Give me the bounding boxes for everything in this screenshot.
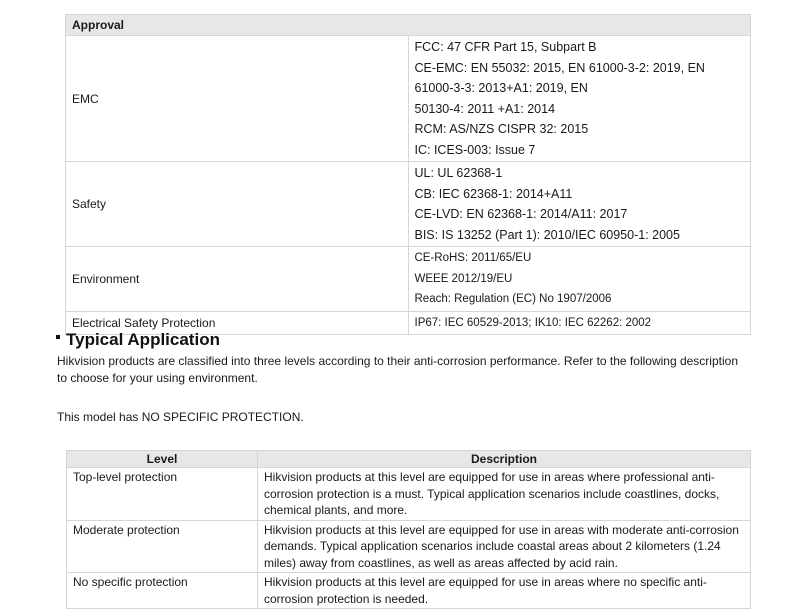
approval-header-row	[66, 15, 751, 36]
spec-row-emc	[66, 36, 751, 162]
intro-paragraph: Hikvision products are classified into three levels according to their anti-corrosion performance. Refer to the following description to choose for your using environment.	[57, 354, 738, 385]
square-bullet-icon	[56, 335, 60, 339]
protection-levels-table	[66, 450, 751, 609]
description-cell: Hikvision products at this level are equipped for use in areas with moderate anti-corrosion demands. Typical application scenarios include coastal areas about 2 kilometers (1.24 miles) away from coastlines, as well as areas affected by acid rain.	[258, 520, 751, 573]
spec-line: FCC: 47 CFR Part 15, Subpart B	[414, 40, 597, 54]
table-row	[67, 468, 751, 521]
approval-header: Approval	[66, 15, 751, 36]
section-title: Typical Application	[66, 330, 220, 349]
spec-row-safety	[66, 162, 751, 247]
spec-value	[408, 247, 751, 312]
spec-line: CB: IEC 62368-1: 2014+A11	[414, 186, 573, 201]
spec-value	[408, 311, 751, 335]
spec-line: UL: UL 62368-1	[414, 166, 503, 180]
spec-line: CE-LVD: EN 62368-1: 2014/A11: 2017	[414, 207, 628, 221]
description-cell: Hikvision products at this level are equipped for use in areas where professional anti-corrosion protection is a must. Typical application scenarios include coastlines, docks, chemical plants, and more.	[258, 468, 751, 521]
spec-line: WEEE 2012/19/EU	[414, 272, 513, 285]
spec-label: EMC	[66, 36, 409, 162]
section-heading	[56, 330, 220, 350]
column-header-level: Level	[67, 451, 258, 468]
spec-value	[408, 162, 751, 247]
description-cell: Hikvision products at this level are equipped for use in areas where no specific anti-corrosion protection is needed.	[258, 573, 751, 609]
spec-label: Environment	[66, 247, 409, 312]
spec-label: Safety	[66, 162, 409, 247]
table-row	[67, 520, 751, 573]
spec-line: CE-RoHS: 2011/65/EU	[414, 252, 532, 264]
spec-line: RCM: AS/NZS CISPR 32: 2015	[414, 122, 589, 136]
spec-line: Reach: Regulation (EC) No 1907/2006	[414, 293, 612, 305]
spec-value	[408, 36, 751, 162]
level-cell: Top-level protection	[67, 468, 258, 521]
approval-table	[65, 14, 751, 335]
spec-label: Electrical Safety Protection	[66, 311, 409, 335]
model-note: This model has NO SPECIFIC PROTECTION.	[57, 410, 304, 424]
table-row	[67, 573, 751, 609]
spec-line: IC: ICES-003: Issue 7	[414, 142, 536, 157]
spec-row-environment	[66, 247, 751, 312]
spec-line: 50130-4: 2011 +A1: 2014	[414, 101, 556, 116]
spec-line: CE-EMC: EN 55032: 2015, EN 61000-3-2: 2019, EN 61000-3-3: 2013+A1: 2019, EN	[414, 60, 705, 95]
spec-line: IP67: IEC 60529-2013; IK10: IEC 62262: 2002	[414, 316, 652, 329]
column-header-description: Description	[258, 451, 751, 468]
spec-line: BIS: IS 13252 (Part 1): 2010/IEC 60950-1: 2005	[414, 227, 680, 242]
level-cell: Moderate protection	[67, 520, 258, 573]
levels-header-row	[67, 451, 751, 468]
level-cell: No specific protection	[67, 573, 258, 609]
